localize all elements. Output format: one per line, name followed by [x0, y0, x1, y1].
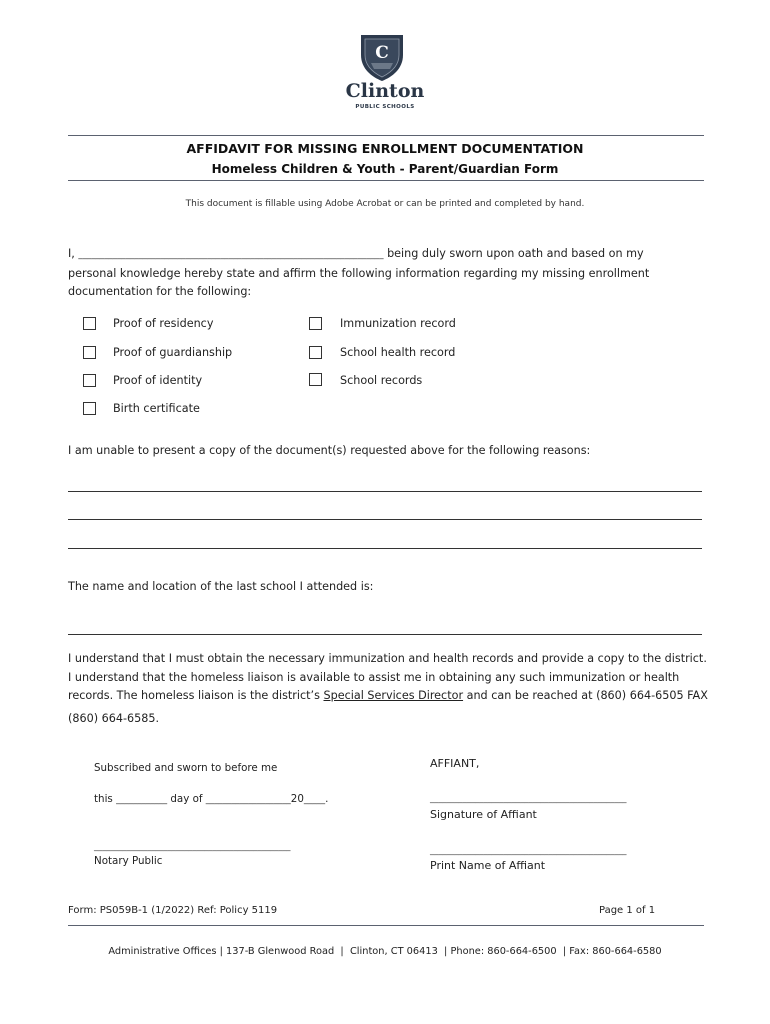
affiant-print-blank[interactable]: ________________________________________________: [430, 845, 627, 855]
logo-name: Clinton: [345, 80, 425, 102]
reasons-prompt: I am unable to present a copy of the document(s) requested above for the following reasons:: [68, 444, 591, 457]
understand-line-3: records. The homeless liaison is the district’s Special Services Director and can be reached at (860) 664-6505 FAX: [68, 689, 708, 702]
affiant-signature-blank[interactable]: ________________________________________________: [430, 793, 627, 803]
reason-line-2[interactable]: [68, 519, 702, 520]
intro-paragraph: [68, 245, 708, 302]
checkbox-proof-of-guardianship[interactable]: [83, 346, 96, 359]
intro-prefix: I,: [68, 247, 75, 260]
footer-rule: [68, 925, 704, 926]
checkbox-proof-of-identity[interactable]: [83, 374, 96, 387]
notary-public-label: Notary Public: [94, 855, 163, 867]
understand-paragraph: [68, 650, 708, 728]
checkbox-label-proof-of-identity: Proof of identity: [113, 374, 203, 387]
header-bottom-rule: [68, 180, 704, 181]
understand-line-1: I understand that I must obtain the necessary immunization and health records and provide a copy to the district.: [68, 652, 707, 665]
reason-line-3[interactable]: [68, 548, 702, 549]
affiant-label: AFFIANT,: [430, 757, 480, 770]
checkbox-school-records[interactable]: [309, 373, 322, 386]
top-rule: [68, 135, 704, 136]
checkbox-label-birth-certificate: Birth certificate: [113, 402, 200, 415]
intro-line1-rest: being duly sworn upon oath and based on my: [387, 247, 644, 260]
day-blank[interactable]: ____________: [116, 795, 168, 805]
checkbox-label-immunization-record: Immunization record: [340, 317, 456, 330]
intro-line-3: documentation for the following:: [68, 285, 252, 298]
notary-date-line: this ____________ day of ____________________20_____.: [94, 793, 329, 805]
fillable-note: This document is fillable using Adobe Acrobat or can be printed and completed by hand.: [185, 199, 585, 209]
form-reference: Form: PS059B-1 (1/2022) Ref: Policy 5119: [68, 905, 278, 916]
checkbox-label-proof-of-guardianship: Proof of guardianship: [113, 346, 233, 359]
signature-of-affiant-label: Signature of Affiant: [430, 808, 537, 821]
last-school-prompt: The name and location of the last school I attended is:: [68, 580, 374, 593]
reason-line-1[interactable]: [68, 491, 702, 492]
checkbox-birth-certificate[interactable]: [83, 402, 96, 415]
month-blank[interactable]: ____________________: [205, 795, 291, 805]
page-number: Page 1 of 1: [599, 905, 656, 916]
logo-subtitle: PUBLIC SCHOOLS: [355, 104, 415, 110]
footer-contact: Administrative Offices | 137-B Glenwood Road | Clinton, CT 06413 | Phone: 860-664-6500 | Fax: 860-664-6580: [108, 946, 662, 957]
intro-line-1: [68, 245, 708, 265]
intro-line-2: personal knowledge hereby state and affirm the following information regarding my missing enrollment: [68, 266, 650, 280]
subscribed-label: Subscribed and sworn to before me: [94, 762, 278, 774]
checkbox-immunization-record[interactable]: [309, 317, 322, 330]
page-title: AFFIDAVIT FOR MISSING ENROLLMENT DOCUMENTATION: [186, 141, 584, 156]
shield-letter: C: [375, 43, 389, 63]
logo: [0, 0, 770, 115]
checkbox-label-school-health-record: School health record: [340, 346, 456, 359]
name-blank[interactable]: _______________________________________________________________________: [78, 250, 384, 260]
checkbox-label-proof-of-residency: Proof of residency: [113, 317, 214, 330]
understand-line-4: (860) 664-6585.: [68, 711, 160, 725]
year-blank[interactable]: _____: [303, 795, 326, 805]
checkbox-proof-of-residency[interactable]: [83, 317, 96, 330]
understand-line-2: I understand that the homeless liaison is available to assist me in obtaining any such immunization or health: [68, 670, 680, 684]
page-subtitle: Homeless Children & Youth - Parent/Guardian Form: [211, 162, 559, 176]
notary-signature-blank[interactable]: ________________________________________________: [94, 841, 291, 851]
special-services-director-link[interactable]: Special Services Director: [323, 689, 464, 702]
shield-logo-icon: [357, 33, 407, 83]
print-name-of-affiant-label: Print Name of Affiant: [430, 859, 546, 872]
checkbox-label-school-records: School records: [340, 374, 423, 387]
checkbox-school-health-record[interactable]: [309, 346, 322, 359]
last-school-line[interactable]: [68, 634, 702, 635]
